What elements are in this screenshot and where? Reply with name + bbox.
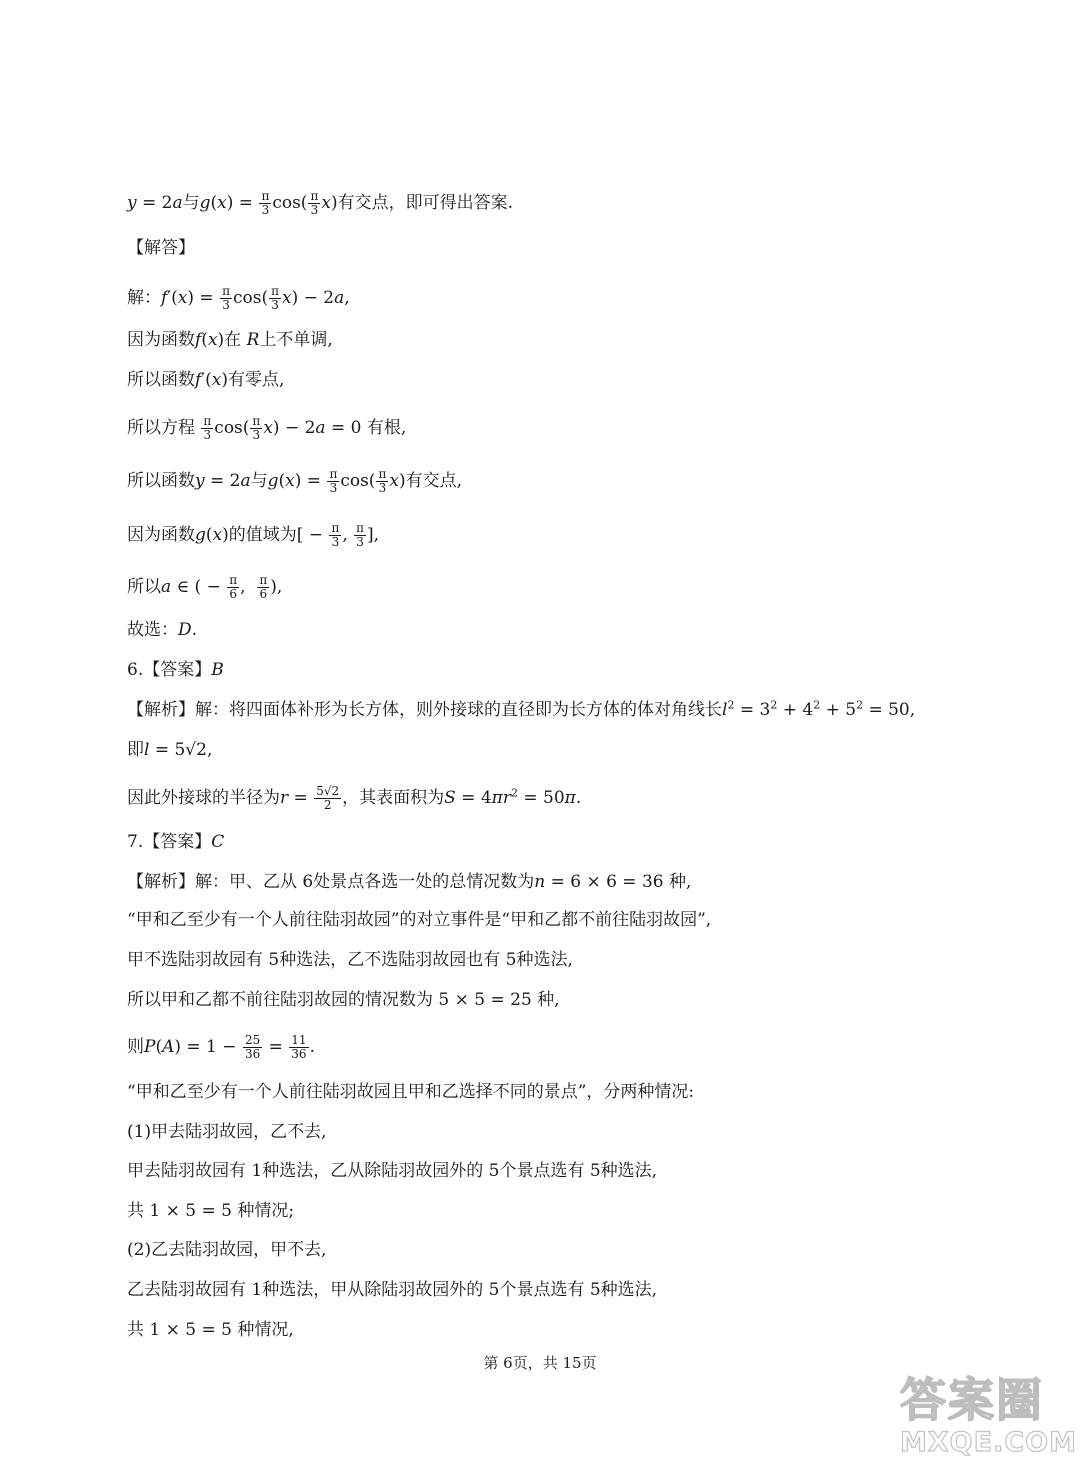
text-line [127, 618, 1020, 642]
math-text: y = 2a与g(x) = $\frac{\pi}{3}$ cos( $\frac{\pi}{3}$ x)有交点，即可得出答案. [127, 189, 513, 217]
text-line [127, 285, 1020, 312]
question-6-answer [127, 658, 1020, 682]
text-line [127, 468, 1020, 495]
text-line: (1)甲去陆羽故园，乙不去, [127, 1122, 327, 1142]
text-line [127, 785, 1020, 812]
math-text: 所以方程 $\frac{\pi}{3}$ cos( $\frac{\pi}{3}$ x) − 2a = 0 有根, [127, 414, 407, 442]
text-line [127, 368, 1020, 392]
text-line: 所以甲和乙都不前往陆羽故园的情况数为 5 × 5 = 25 种, [127, 990, 560, 1010]
math-text: 因此外接球的半径为r = $\frac{5√2}{2}$ ，其表面积为$S = 4\pi r^2 = 50\pi$. [127, 784, 582, 812]
text-line: 甲去陆羽故园有 1种选法，乙从除陆羽故园外的 5个景点选有 5种选法, [127, 1161, 658, 1181]
text-line [127, 1034, 1020, 1061]
text-line [127, 738, 1020, 762]
text-line: 共 1 × 5 = 5 种情况; [127, 1201, 295, 1221]
question-7-answer [127, 830, 1020, 854]
text-line: 甲不选陆羽故园有 5种选法，乙不选陆羽故园也有 5种选法, [127, 950, 573, 970]
text-line: 乙去陆羽故园有 1种选法，甲从除陆羽故园外的 5个景点选有 5种选法, [127, 1280, 658, 1300]
math-text: 所以函数y = 2a与g(x) = $\frac{\pi}{3}$ cos( $\frac{\pi}{3}$ x)有交点, [127, 467, 462, 495]
text-line [127, 870, 1020, 894]
math-text: 6.【答案】B [127, 660, 224, 680]
math-text: 解：f′(x) = $\frac{\pi}{3}$ cos( $\frac{\pi}{3}$ x) − 2a, [127, 284, 350, 312]
watermark-site: MXQE.COM [900, 1427, 1077, 1458]
section-heading-answer: 【解答】 [127, 238, 195, 258]
text-line [127, 415, 1020, 442]
math-text: 【解析】解：将四面体补形为长方体，则外接球的直径即为长方体的体对角线长$l^2 = 3^2 + 4^2 + 5^2 = 50$, [127, 698, 916, 720]
math-text: 因为函数f(x)在 R上不单调, [127, 330, 333, 350]
text-line: “甲和乙至少有一个人前往陆羽故园”的对立事件是“甲和乙都不前往陆羽故园”, [127, 910, 712, 930]
text-line: (2)乙去陆羽故园，甲不去, [127, 1240, 327, 1260]
math-text: 所以函数f′(x)有零点, [127, 370, 285, 390]
math-text: 【解析】解：甲、乙从 6处景点各选一处的总情况数为n = 6 × 6 = 36 种, [127, 872, 692, 892]
math-text: 因为函数g(x)的值域为[ − $\frac{\pi}{3}$ , $\frac{\pi}{3}$ ], [127, 521, 380, 549]
text-line [127, 574, 1020, 601]
text-line: 共 1 × 5 = 5 种情况, [127, 1320, 294, 1340]
math-text: 7.【答案】C [127, 832, 225, 852]
text-line [127, 190, 1020, 217]
watermark-logo [900, 1373, 1077, 1460]
text-line [127, 522, 1020, 549]
watermark-logo-text: 答案圈 [900, 1373, 1044, 1427]
text-line: “甲和乙至少有一个人前往陆羽故园且甲和乙选择不同的景点”，分两种情况: [127, 1082, 695, 1102]
math-text: 所以a ∈ ( − $\frac{\pi}{6}$ , $\frac{\pi}{6}$ ), [127, 573, 283, 601]
math-text: 即l = 5√2, [127, 740, 213, 760]
text-line [127, 698, 1020, 722]
math-text: 则P(A) = 1 − $\frac{25}{36}$ = $\frac{11}{36}$ . [127, 1033, 315, 1061]
math-text: 故选：D. [127, 620, 198, 640]
page-footer: 第 6页，共 15页 [483, 1354, 597, 1372]
text-line [127, 328, 1020, 352]
